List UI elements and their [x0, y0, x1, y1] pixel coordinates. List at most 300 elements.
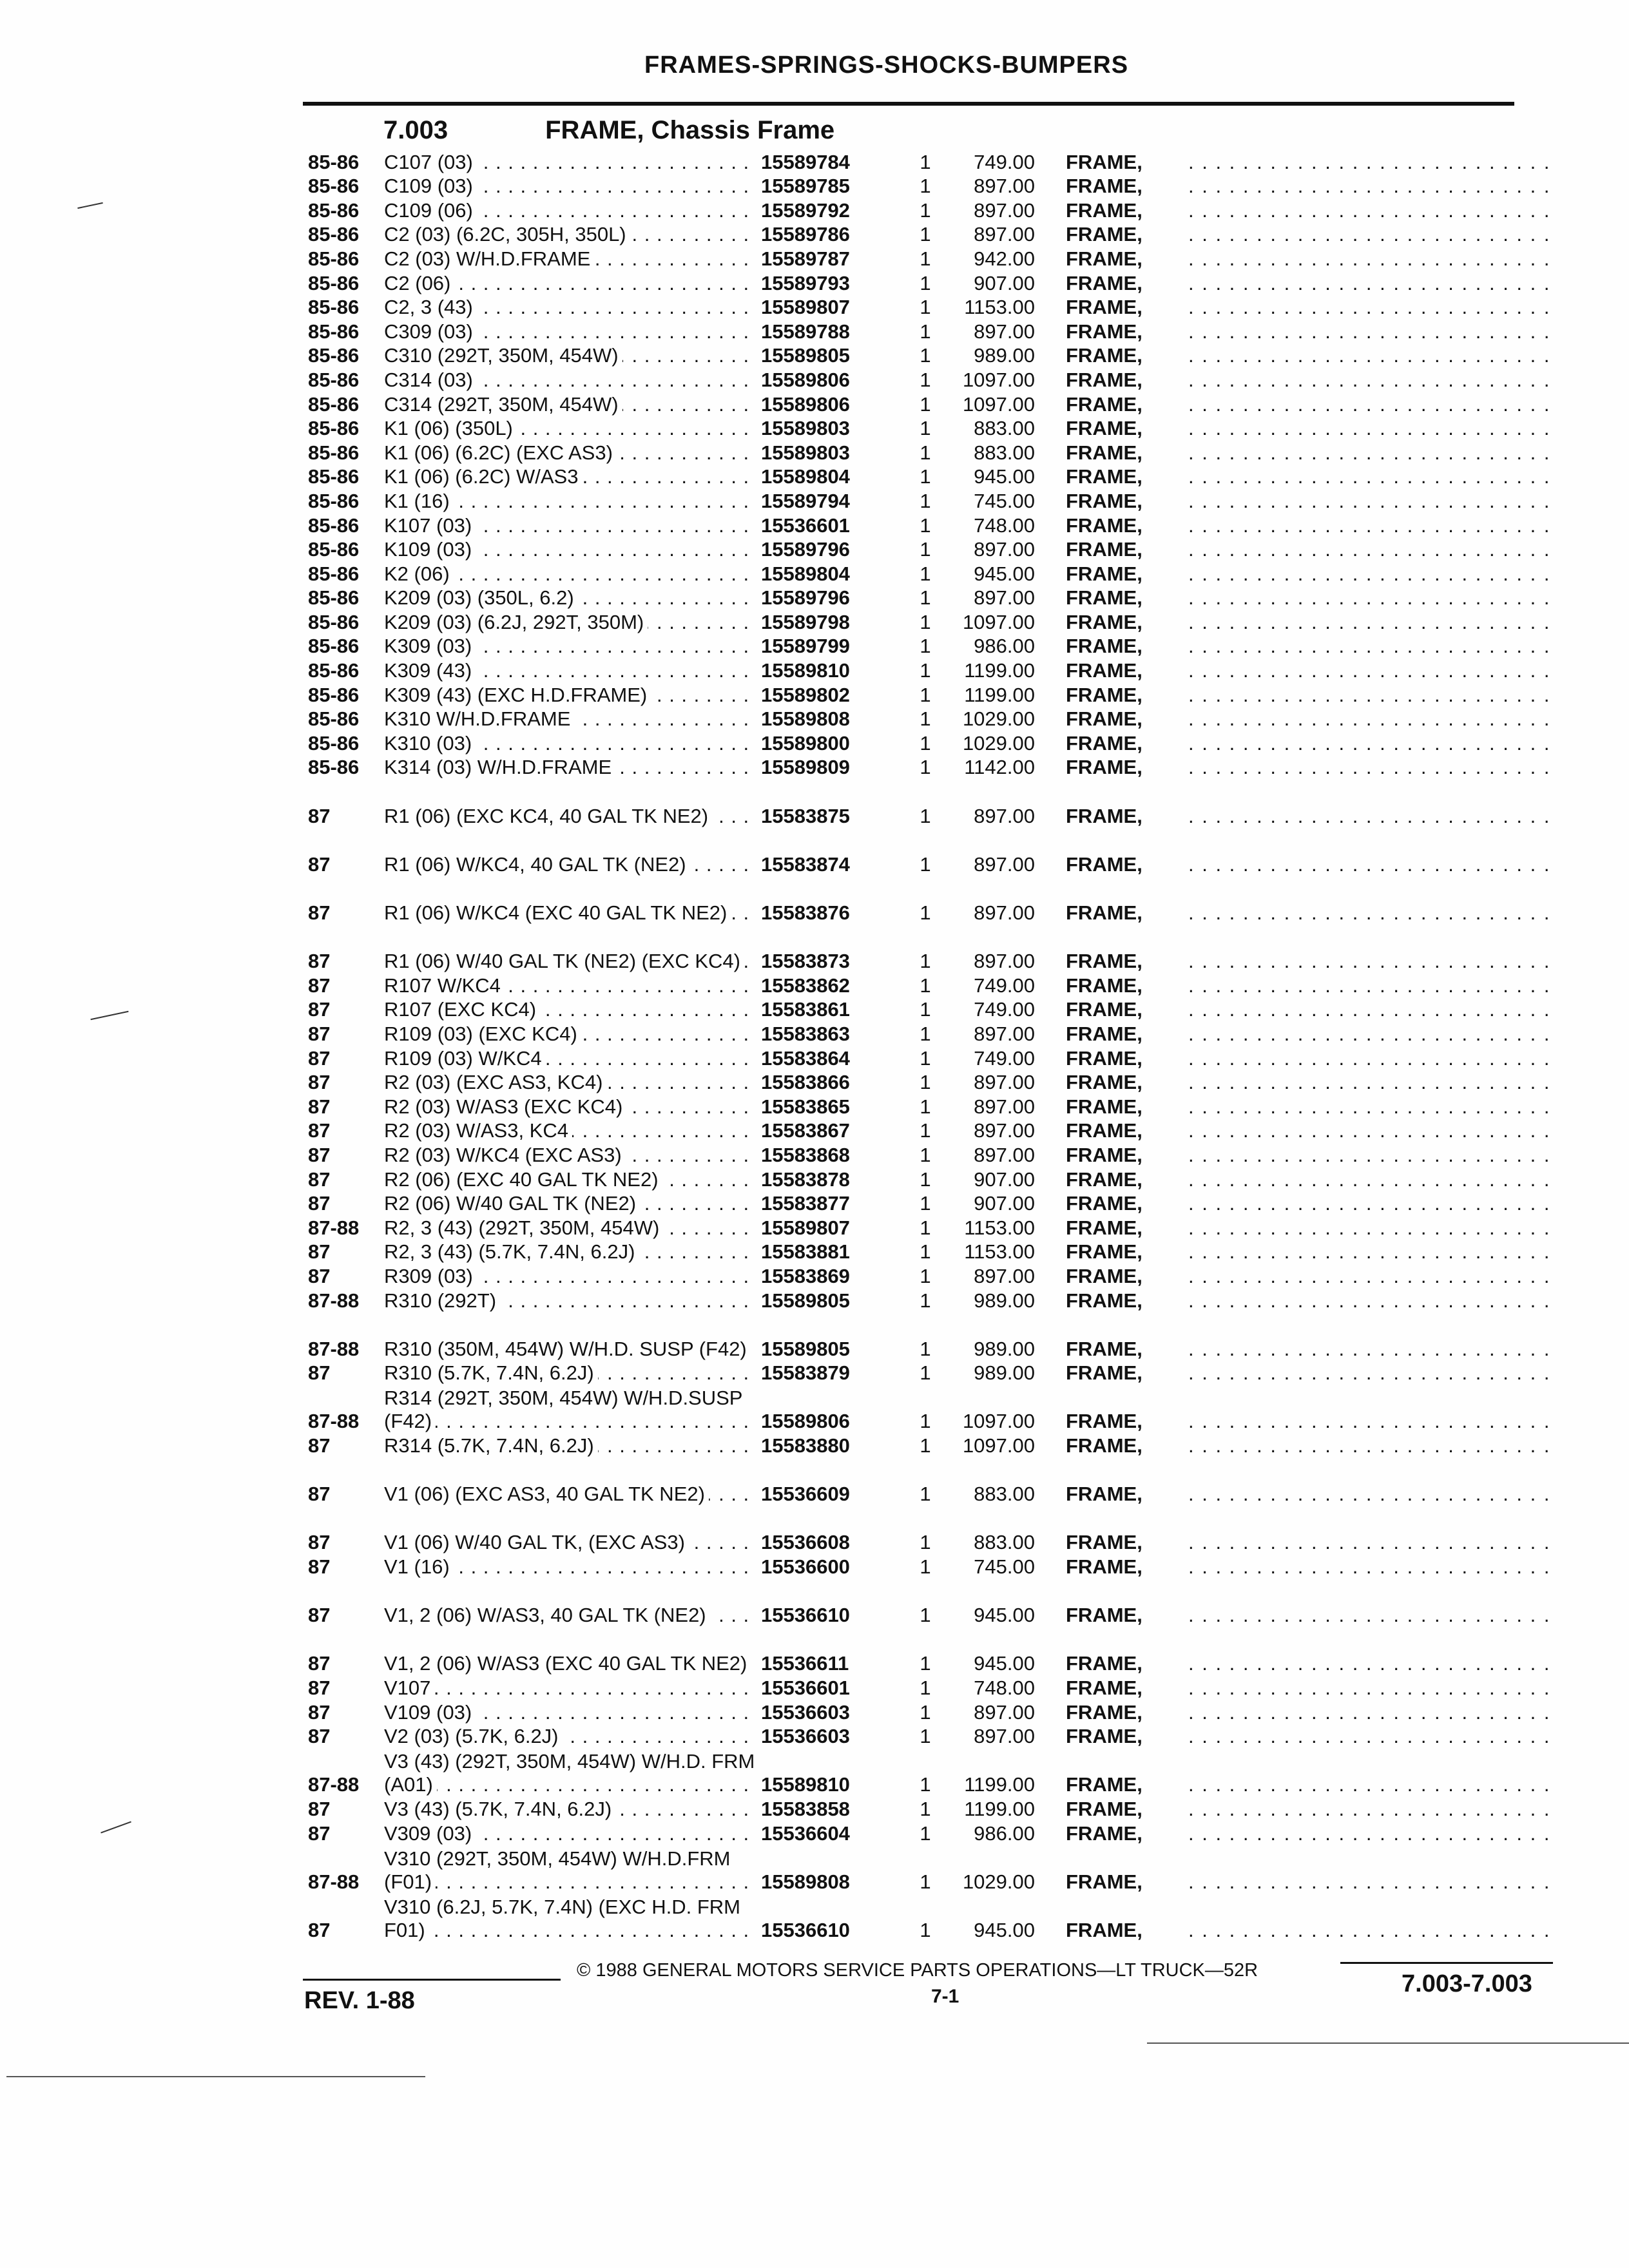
quantity-cell: 1 [920, 538, 931, 561]
description-text: V3 (43) (292T, 350M, 454W) W/H.D. FRM (A01) [384, 1750, 755, 1796]
list-item [308, 513, 1552, 537]
quantity-cell: 1 [920, 150, 931, 173]
description-text: R1 (06) W/KC4 (EXC 40 GAL TK NE2) [384, 901, 731, 924]
part-number-cell: 15589803 [761, 417, 850, 440]
description-cell [384, 610, 756, 634]
description-text: R310 (350M, 454W) W/H.D. SUSP (F42) [384, 1338, 751, 1360]
description-cell [384, 295, 756, 319]
quantity-cell: 1 [920, 1022, 931, 1045]
description-cell [384, 1604, 756, 1627]
price-cell: 883.00 [974, 441, 1035, 464]
part-number-cell: 15589794 [761, 489, 850, 512]
footer-revision: REV. 1-88 [304, 1987, 415, 2014]
description-text: C109 (03) [384, 175, 477, 197]
part-number-cell: 15583873 [761, 950, 850, 973]
list-item [308, 1070, 1552, 1095]
part-name-cell: FRAME, . . . [1066, 949, 1552, 973]
list-item [308, 1167, 1552, 1191]
description-text: K107 (03) [384, 514, 476, 537]
year-cell: 85-86 [308, 392, 360, 416]
part-number-cell: 15583867 [761, 1119, 850, 1142]
year-cell: 85-86 [308, 223, 360, 246]
description-cell [384, 1387, 756, 1433]
quantity-cell: 1 [920, 514, 931, 537]
quantity-cell: 1 [920, 392, 931, 416]
description-text: R2 (03) W/KC4 (EXC AS3) [384, 1144, 626, 1166]
description-cell [384, 1070, 756, 1094]
year-cell: 87 [308, 1434, 331, 1457]
price-cell: 907.00 [974, 1192, 1035, 1215]
year-cell: 87 [308, 1652, 331, 1675]
price-cell: 989.00 [974, 1337, 1035, 1360]
part-name-cell: FRAME, . . . [1066, 1724, 1552, 1748]
description-cell [384, 1700, 756, 1724]
description-text: V2 (03) (5.7K, 6.2J) [384, 1725, 563, 1747]
part-number-cell: 15589805 [761, 1289, 850, 1312]
list-item [308, 876, 1552, 925]
description-text: V1, 2 (06) W/AS3 (EXC 40 GAL TK NE2) [384, 1652, 751, 1675]
price-cell: 1153.00 [964, 1216, 1035, 1239]
quantity-cell: 1 [920, 1483, 931, 1506]
part-number-cell: 15583878 [761, 1168, 850, 1191]
price-cell: 907.00 [974, 271, 1035, 294]
description-cell [384, 901, 756, 925]
quantity-cell: 1 [920, 320, 931, 343]
description-cell [384, 950, 756, 973]
price-cell: 907.00 [974, 1168, 1035, 1191]
price-cell: 1199.00 [964, 1797, 1035, 1820]
quantity-cell: 1 [920, 1700, 931, 1724]
part-name-cell: FRAME, . . . [1066, 1022, 1552, 1046]
list-item [308, 271, 1552, 295]
description-text: K1 (06) (350L) [384, 417, 517, 439]
description-text: C314 (03) [384, 369, 477, 391]
margin-mark [101, 1821, 131, 1834]
year-cell: 85-86 [308, 586, 360, 610]
part-number-cell: 15589808 [761, 707, 850, 731]
part-number-cell: 15536601 [761, 1677, 850, 1699]
description-cell [384, 1022, 756, 1046]
quantity-cell: 1 [920, 271, 931, 294]
price-cell: 897.00 [974, 1071, 1035, 1094]
quantity-cell: 1 [920, 489, 931, 512]
part-number-cell: 15536609 [761, 1483, 850, 1506]
year-cell: 85-86 [308, 320, 360, 343]
description-text: C309 (03) [384, 320, 477, 343]
description-cell [384, 537, 756, 561]
year-cell: 87-88 [308, 1216, 360, 1239]
description-text: K2 (06) [384, 562, 454, 585]
year-cell: 85-86 [308, 417, 360, 440]
part-number-cell: 15589786 [761, 223, 850, 246]
list-item [308, 1191, 1552, 1216]
list-item [308, 440, 1552, 465]
list-item [308, 586, 1552, 610]
quantity-cell: 1 [920, 804, 931, 827]
description-text: R2 (06) W/40 GAL TK (NE2) [384, 1192, 640, 1215]
list-item [308, 755, 1552, 780]
section-number: 7.003 [383, 116, 448, 144]
description-cell [384, 271, 756, 295]
price-cell: 945.00 [974, 562, 1035, 585]
quantity-cell: 1 [920, 368, 931, 391]
part-name-cell: FRAME, . . . [1066, 755, 1552, 779]
description-cell [384, 707, 756, 731]
description-text: V1 (06) (EXC AS3, 40 GAL TK NE2) [384, 1483, 709, 1505]
part-number-cell: 15583869 [761, 1264, 850, 1287]
quantity-cell: 1 [920, 465, 931, 488]
year-cell: 85-86 [308, 465, 360, 488]
description-text: V1 (06) W/40 GAL TK, (EXC AS3) [384, 1531, 689, 1553]
list-item [308, 149, 1552, 174]
price-cell: 883.00 [974, 1483, 1035, 1506]
description-cell [384, 1191, 756, 1215]
description-text: R2, 3 (43) (292T, 350M, 454W) [384, 1216, 663, 1239]
list-item [308, 1821, 1552, 1845]
description-cell [384, 731, 756, 755]
year-cell: 87 [308, 1531, 331, 1554]
year-cell: 87-88 [308, 1337, 360, 1360]
description-cell [384, 1821, 756, 1845]
quantity-cell: 1 [920, 1264, 931, 1287]
description-cell [384, 1143, 756, 1167]
year-cell: 87 [308, 1264, 331, 1287]
quantity-cell: 1 [920, 659, 931, 682]
price-cell: 1199.00 [964, 659, 1035, 682]
quantity-cell: 1 [920, 1555, 931, 1579]
price-cell: 1153.00 [964, 296, 1035, 319]
price-cell: 748.00 [974, 1677, 1035, 1699]
price-cell: 749.00 [974, 998, 1035, 1021]
year-cell: 85-86 [308, 731, 360, 754]
quantity-cell: 1 [920, 707, 931, 731]
description-cell [384, 1555, 756, 1579]
price-cell: 749.00 [974, 1046, 1035, 1070]
part-name-cell: FRAME, . . . [1066, 852, 1552, 876]
part-name-cell: FRAME, . . . [1066, 1337, 1552, 1361]
price-cell: 1097.00 [962, 368, 1035, 391]
year-cell: 87 [308, 1192, 331, 1215]
section-heading [383, 116, 834, 145]
part-name-cell: FRAME, . . . [1066, 1700, 1552, 1724]
description-text: C109 (06) [384, 199, 477, 222]
description-text: R314 (5.7K, 7.4N, 6.2J) [384, 1434, 598, 1457]
description-cell [384, 392, 756, 416]
part-name-cell: FRAME, . . . [1066, 1070, 1552, 1094]
part-number-cell: 15589805 [761, 1337, 850, 1360]
list-item [308, 828, 1552, 876]
part-name-cell: FRAME, . . . [1066, 537, 1552, 561]
part-name-cell: FRAME, . . . [1066, 1603, 1552, 1627]
part-number-cell: 15589810 [761, 659, 850, 682]
part-name-cell: FRAME, . . . [1066, 1168, 1552, 1191]
quantity-cell: 1 [920, 1289, 931, 1312]
description-cell [384, 805, 756, 828]
part-name-cell: FRAME, . . . [1066, 1289, 1552, 1312]
part-name-cell: FRAME, . . . [1066, 489, 1552, 513]
description-cell [384, 150, 756, 174]
part-number-cell: 15589796 [761, 538, 850, 561]
part-name-cell: FRAME, . . . [1066, 222, 1552, 246]
year-cell: 85-86 [308, 659, 360, 682]
part-number-cell: 15583876 [761, 901, 850, 924]
part-number-cell: 15583858 [761, 1797, 850, 1820]
description-cell [384, 562, 756, 586]
quantity-cell: 1 [920, 417, 931, 440]
list-item [308, 1142, 1552, 1167]
part-name-cell: FRAME, . . . [1066, 731, 1552, 755]
list-item [308, 1119, 1552, 1143]
part-name-cell: FRAME, . . . [1066, 707, 1552, 731]
price-cell: 883.00 [974, 417, 1035, 440]
price-cell: 945.00 [974, 465, 1035, 488]
description-cell [384, 174, 756, 198]
year-cell: 87 [308, 950, 331, 973]
list-item [308, 1312, 1552, 1361]
description-cell [384, 634, 756, 658]
part-number-cell: 15536603 [761, 1700, 850, 1724]
quantity-cell: 1 [920, 198, 931, 222]
part-name-cell: FRAME, . . . [1066, 295, 1552, 319]
description-text: R2 (03) W/AS3 (EXC KC4) [384, 1095, 626, 1118]
quantity-cell: 1 [920, 247, 931, 270]
price-cell: 989.00 [974, 1361, 1035, 1385]
part-name-cell: FRAME, . . . [1066, 634, 1552, 658]
part-number-cell: 15589802 [761, 683, 850, 706]
part-number-cell: 15589799 [761, 635, 850, 658]
price-cell: 986.00 [974, 1821, 1035, 1845]
part-name-cell: FRAME, . . . [1066, 1918, 1552, 1942]
quantity-cell: 1 [920, 1821, 931, 1845]
quantity-cell: 1 [920, 1797, 931, 1820]
year-cell: 87 [308, 1555, 331, 1579]
description-text: V3 (43) (5.7K, 7.4N, 6.2J) [384, 1798, 615, 1820]
quantity-cell: 1 [920, 901, 931, 924]
scan-edge-line [1147, 2042, 1629, 2044]
part-number-cell: 15589804 [761, 562, 850, 585]
part-number-cell: 15583874 [761, 852, 850, 876]
quantity-cell: 1 [920, 683, 931, 706]
list-item [308, 610, 1552, 634]
quantity-cell: 1 [920, 1168, 931, 1191]
part-number-cell: 15536604 [761, 1821, 850, 1845]
description-cell [384, 222, 756, 246]
year-cell: 85-86 [308, 635, 360, 658]
footer-rule-left [303, 1979, 561, 1981]
quantity-cell: 1 [920, 441, 931, 464]
part-number-cell: 15536601 [761, 514, 850, 537]
description-text: R310 (292T) [384, 1289, 500, 1312]
quantity-cell: 1 [920, 1071, 931, 1094]
description-text: R314 (292T, 350M, 454W) W/H.D.SUSP (F42) [384, 1387, 743, 1433]
description-cell [384, 853, 756, 876]
year-cell: 85-86 [308, 683, 360, 706]
part-number-cell: 15589796 [761, 586, 850, 610]
part-name-cell: FRAME, . . . [1066, 343, 1552, 367]
part-name-cell: FRAME, . . . [1066, 1773, 1552, 1796]
year-cell: 87 [308, 1821, 331, 1845]
price-cell: 897.00 [974, 175, 1035, 198]
list-item [308, 319, 1552, 343]
list-item [308, 537, 1552, 562]
list-item [308, 1215, 1552, 1240]
part-name-cell: FRAME, . . . [1066, 901, 1552, 925]
title-rule [303, 102, 1514, 106]
description-cell [384, 198, 756, 222]
description-cell [384, 1531, 756, 1554]
description-cell [384, 514, 756, 537]
year-cell: 87 [308, 852, 331, 876]
quantity-cell: 1 [920, 296, 931, 319]
description-cell [384, 1216, 756, 1240]
part-name-cell: FRAME, . . . [1066, 1676, 1552, 1700]
quantity-cell: 1 [920, 1725, 931, 1748]
year-cell: 85-86 [308, 247, 360, 270]
part-number-cell: 15583863 [761, 1022, 850, 1045]
description-cell [384, 1119, 756, 1142]
part-number-cell: 15589792 [761, 198, 850, 222]
description-text: C107 (03) [384, 151, 477, 173]
description-cell [384, 1750, 756, 1796]
price-cell: 1097.00 [962, 1434, 1035, 1457]
year-cell: 87 [308, 1022, 331, 1045]
year-cell: 87 [308, 1071, 331, 1094]
quantity-cell: 1 [920, 1095, 931, 1118]
year-cell: 85-86 [308, 538, 360, 561]
part-name-cell: FRAME, . . . [1066, 1264, 1552, 1288]
part-number-cell: 15536610 [761, 1604, 850, 1627]
year-cell: 85-86 [308, 441, 360, 464]
year-cell: 87 [308, 1797, 331, 1820]
quantity-cell: 1 [920, 1046, 931, 1070]
list-item [308, 1627, 1552, 1675]
description-text: K209 (03) (350L, 6.2) [384, 586, 578, 609]
description-cell [384, 1847, 756, 1894]
description-text: V109 (03) [384, 1701, 476, 1724]
part-number-cell: 15536600 [761, 1555, 850, 1579]
price-cell: 945.00 [974, 1604, 1035, 1627]
list-item [308, 1579, 1552, 1627]
list-item [308, 925, 1552, 973]
year-cell: 85-86 [308, 175, 360, 198]
description-text: K309 (43) [384, 659, 476, 682]
quantity-cell: 1 [920, 1240, 931, 1264]
list-item [308, 707, 1552, 731]
quantity-cell: 1 [920, 1434, 931, 1457]
year-cell: 87 [308, 1700, 331, 1724]
description-cell [384, 247, 756, 271]
part-number-cell: 15583866 [761, 1071, 850, 1094]
list-item [308, 658, 1552, 682]
year-cell: 87 [308, 901, 331, 924]
quantity-cell: 1 [920, 223, 931, 246]
part-name-cell: FRAME, . . . [1066, 1870, 1552, 1894]
footer-section-ref: 7.003-7.003 [1402, 1970, 1532, 1997]
list-item [308, 1240, 1552, 1264]
quantity-cell: 1 [920, 1192, 931, 1215]
year-cell: 87 [308, 1725, 331, 1748]
price-cell: 897.00 [974, 1700, 1035, 1724]
part-name-cell: FRAME, . . . [1066, 392, 1552, 416]
description-text: C314 (292T, 350M, 454W) [384, 393, 622, 416]
footer-copyright: © 1988 GENERAL MOTORS SERVICE PARTS OPERATIONS—LT TRUCK—52R [577, 1960, 1258, 1981]
price-cell: 897.00 [974, 538, 1035, 561]
year-cell: 85-86 [308, 150, 360, 173]
year-cell: 85-86 [308, 271, 360, 294]
year-cell: 87 [308, 1168, 331, 1191]
part-number-cell: 15589806 [761, 368, 850, 391]
year-cell: 87 [308, 1361, 331, 1385]
part-name-cell: FRAME, . . . [1066, 658, 1552, 682]
price-cell: 1097.00 [962, 610, 1035, 633]
scan-edge-line [6, 2076, 425, 2077]
list-item [308, 295, 1552, 320]
part-number-cell: 15589800 [761, 731, 850, 754]
year-cell: 87 [308, 1240, 331, 1264]
price-cell: 1029.00 [962, 707, 1035, 731]
page-title: FRAMES-SPRINGS-SHOCKS-BUMPERS [644, 52, 1129, 79]
quantity-cell: 1 [920, 1410, 931, 1433]
quantity-cell: 1 [920, 562, 931, 585]
year-cell: 85-86 [308, 296, 360, 319]
list-item [308, 731, 1552, 755]
price-cell: 897.00 [974, 1725, 1035, 1748]
part-name-cell: FRAME, . . . [1066, 1434, 1552, 1457]
quantity-cell: 1 [920, 1143, 931, 1166]
part-name-cell: FRAME, . . . [1066, 514, 1552, 537]
year-cell: 87 [308, 1046, 331, 1070]
description-text: K1 (06) (6.2C) W/AS3 [384, 465, 582, 488]
margin-mark [77, 202, 103, 209]
description-text: R2, 3 (43) (5.7K, 7.4N, 6.2J) [384, 1240, 639, 1263]
part-name-cell: FRAME, . . . [1066, 1530, 1552, 1554]
year-cell: 85-86 [308, 610, 360, 633]
list-item [308, 1554, 1552, 1579]
list-item [308, 246, 1552, 271]
description-text: K1 (06) (6.2C) (EXC AS3) [384, 441, 617, 464]
part-name-cell: FRAME, . . . [1066, 1119, 1552, 1142]
part-name-cell: FRAME, . . . [1066, 368, 1552, 392]
part-name-cell: FRAME, . . . [1066, 416, 1552, 440]
year-cell: 87-88 [308, 1410, 360, 1433]
part-number-cell: 15536603 [761, 1725, 850, 1748]
list-item [308, 222, 1552, 247]
quantity-cell: 1 [920, 586, 931, 610]
part-name-cell: FRAME, . . . [1066, 1143, 1552, 1167]
description-text: K209 (03) (6.2J, 292T, 350M) [384, 611, 648, 633]
quantity-cell: 1 [920, 756, 931, 779]
price-cell: 897.00 [974, 901, 1035, 924]
description-text: R2 (03) (EXC AS3, KC4) [384, 1071, 606, 1093]
description-text: R109 (03) W/KC4 [384, 1047, 546, 1070]
price-cell: 897.00 [974, 1264, 1035, 1287]
quantity-cell: 1 [920, 1604, 931, 1627]
description-text: K309 (43) (EXC H.D.FRAME) [384, 684, 651, 706]
price-cell: 748.00 [974, 514, 1035, 537]
description-cell [384, 1797, 756, 1821]
list-item [308, 416, 1552, 441]
price-cell: 897.00 [974, 198, 1035, 222]
quantity-cell: 1 [920, 1918, 931, 1941]
list-item [308, 1700, 1552, 1724]
part-name-cell: FRAME, . . . [1066, 271, 1552, 295]
description-text: K309 (03) [384, 635, 476, 657]
price-cell: 745.00 [974, 489, 1035, 512]
part-number-cell: 15583877 [761, 1192, 850, 1215]
list-item [308, 1675, 1552, 1700]
price-cell: 1199.00 [964, 683, 1035, 706]
part-name-cell: FRAME, . . . [1066, 562, 1552, 586]
